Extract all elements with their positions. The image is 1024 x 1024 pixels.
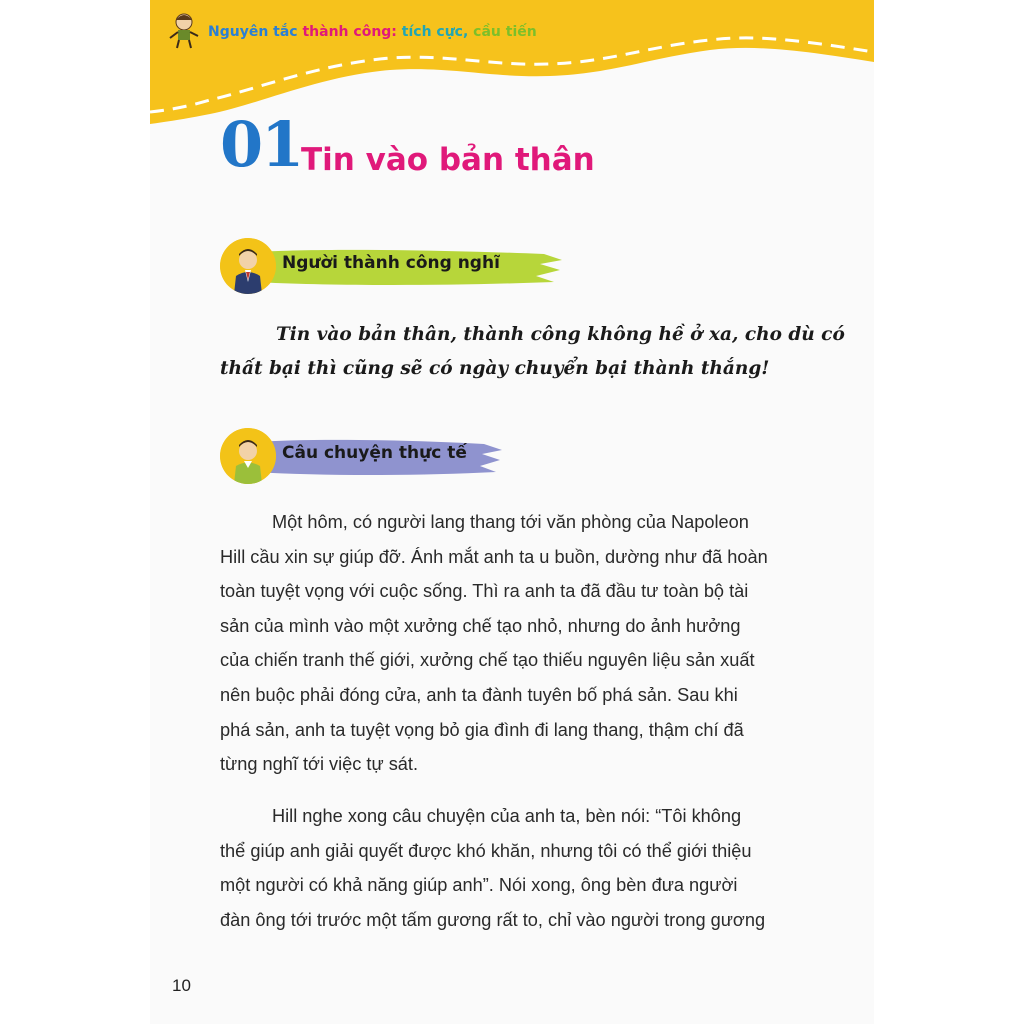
paragraph-line: nên buộc phải đóng cửa, anh ta đành tuyên bố phá sản. Sau khi <box>220 684 738 705</box>
header-part-2: thành công: <box>302 24 397 40</box>
man-avatar-icon <box>220 428 276 484</box>
chapter-title: Tin vào bản thân <box>301 142 595 178</box>
paragraph-line: thể giúp anh giải quyết được khó khăn, nhưng tôi có thể giới thiệu <box>220 840 752 861</box>
mascot-icon <box>164 10 204 50</box>
bleed-through-texture <box>620 255 874 535</box>
section-label-thinking: Người thành công nghĩ <box>282 253 500 273</box>
paragraph-line: Hill cầu xin sự giúp đỡ. Ánh mắt anh ta u buồn, dường như đã hoàn <box>220 546 768 567</box>
paragraph-line: Hill nghe xong câu chuyện của anh ta, bèn nói: “Tôi không <box>272 806 742 826</box>
paragraph-line: của chiến tranh thế giới, xưởng chế tạo thiếu nguyên liệu sản xuất <box>220 650 755 671</box>
section-heading-thinking <box>220 238 640 296</box>
paragraph-line: đàn ông tới trước một tấm gương rất to, chỉ vào người trong gương <box>220 909 766 930</box>
section-label-story: Câu chuyện thực tế <box>282 443 467 463</box>
paragraph-line: Một hôm, có người lang thang tới văn phòng của Napoleon <box>272 512 749 532</box>
header-part-3: tích cực, <box>401 24 469 40</box>
paragraph-line: một người có khả năng giúp anh”. Nói xong, ông bèn đưa người <box>220 875 738 896</box>
quote-line-1: Tin vào bản thân, thành công không hề ở xa, cho dù có <box>276 324 845 345</box>
story-paragraph-2 <box>220 799 810 937</box>
header-part-1: Nguyên tắc <box>208 24 298 40</box>
paragraph-line: toàn tuyệt vọng với cuộc sống. Thì ra anh ta đã đầu tư toàn bộ tài <box>220 581 749 602</box>
header-running-title <box>208 24 537 40</box>
paragraph-line: sản của mình vào một xưởng chế tạo nhỏ, nhưng do ảnh hưởng <box>220 615 741 636</box>
story-paragraph-1 <box>220 505 810 782</box>
book-page <box>150 0 874 1024</box>
success-quote <box>220 318 845 386</box>
quote-line-2: thất bại thì cũng sẽ có ngày chuyển bại thành thắng! <box>220 358 770 379</box>
header-part-4: cầu tiến <box>473 24 537 40</box>
page-number: 10 <box>172 976 191 995</box>
paragraph-line: phá sản, anh ta tuyệt vọng bỏ gia đình đi lang thang, thậm chí đã <box>220 719 744 740</box>
section-heading-story <box>220 428 640 486</box>
chapter-number: 01 <box>220 108 303 181</box>
paragraph-line: từng nghĩ tới việc tự sát. <box>220 754 419 775</box>
businessman-avatar-icon <box>220 238 276 294</box>
